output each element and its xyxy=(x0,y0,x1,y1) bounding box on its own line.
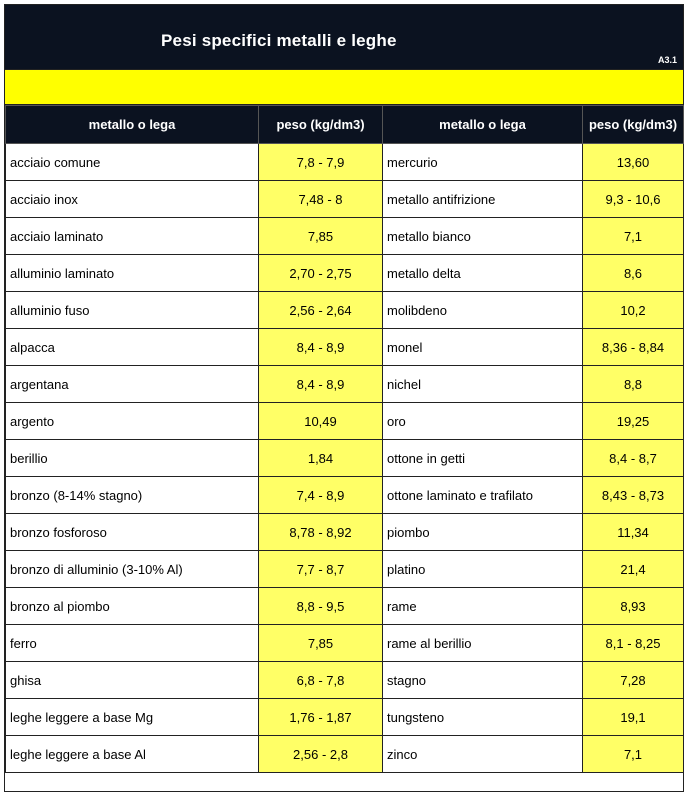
document-frame xyxy=(4,4,684,792)
table-row xyxy=(6,625,684,662)
right-weight-cell: 21,4 xyxy=(583,551,684,588)
left-metal-cell: leghe leggere a base Mg xyxy=(6,699,259,736)
right-metal-cell: rame al berillio xyxy=(383,625,583,662)
left-metal-cell: acciaio laminato xyxy=(6,218,259,255)
header-metal-right: metallo o lega xyxy=(383,106,583,144)
table-row xyxy=(6,662,684,699)
table-row xyxy=(6,144,684,181)
right-metal-cell: zinco xyxy=(383,736,583,773)
table-row xyxy=(6,440,684,477)
right-weight-cell: 13,60 xyxy=(583,144,684,181)
left-weight-cell: 2,56 - 2,8 xyxy=(259,736,383,773)
header-weight-left: peso (kg/dm3) xyxy=(259,106,383,144)
right-metal-cell: stagno xyxy=(383,662,583,699)
table-row xyxy=(6,255,684,292)
page-title: Pesi specifici metalli e leghe xyxy=(161,31,397,50)
left-metal-cell: argentana xyxy=(6,366,259,403)
table-row xyxy=(6,329,684,366)
table-header-row xyxy=(6,106,684,144)
left-metal-cell: alluminio fuso xyxy=(6,292,259,329)
right-metal-cell: ottone in getti xyxy=(383,440,583,477)
left-metal-cell: acciaio comune xyxy=(6,144,259,181)
right-metal-cell: oro xyxy=(383,403,583,440)
right-metal-cell: mercurio xyxy=(383,144,583,181)
title-bar xyxy=(5,5,683,69)
left-metal-cell: bronzo di alluminio (3-10% Al) xyxy=(6,551,259,588)
right-metal-cell: metallo bianco xyxy=(383,218,583,255)
right-metal-cell: metallo delta xyxy=(383,255,583,292)
left-weight-cell: 8,78 - 8,92 xyxy=(259,514,383,551)
right-weight-cell: 19,1 xyxy=(583,699,684,736)
right-metal-cell: monel xyxy=(383,329,583,366)
left-metal-cell: acciaio inox xyxy=(6,181,259,218)
table-row xyxy=(6,366,684,403)
left-weight-cell: 7,85 xyxy=(259,625,383,662)
left-metal-cell: alpacca xyxy=(6,329,259,366)
left-metal-cell: bronzo (8-14% stagno) xyxy=(6,477,259,514)
left-weight-cell: 1,84 xyxy=(259,440,383,477)
table-code: A3.1 xyxy=(657,55,677,65)
left-weight-cell: 7,85 xyxy=(259,218,383,255)
right-weight-cell: 8,1 - 8,25 xyxy=(583,625,684,662)
left-metal-cell: argento xyxy=(6,403,259,440)
right-metal-cell: molibdeno xyxy=(383,292,583,329)
left-metal-cell: ferro xyxy=(6,625,259,662)
right-weight-cell: 8,6 xyxy=(583,255,684,292)
right-weight-cell: 8,8 xyxy=(583,366,684,403)
left-metal-cell: alluminio laminato xyxy=(6,255,259,292)
left-metal-cell: bronzo al piombo xyxy=(6,588,259,625)
right-metal-cell: rame xyxy=(383,588,583,625)
left-metal-cell: leghe leggere a base Al xyxy=(6,736,259,773)
table-row xyxy=(6,292,684,329)
right-weight-cell: 10,2 xyxy=(583,292,684,329)
left-metal-cell: bronzo fosforoso xyxy=(6,514,259,551)
table-row xyxy=(6,736,684,773)
left-weight-cell: 2,70 - 2,75 xyxy=(259,255,383,292)
left-weight-cell: 8,4 - 8,9 xyxy=(259,329,383,366)
right-weight-cell: 19,25 xyxy=(583,403,684,440)
metal-density-table xyxy=(5,105,684,773)
table-body xyxy=(6,144,684,773)
table-row xyxy=(6,699,684,736)
right-weight-cell: 11,34 xyxy=(583,514,684,551)
left-weight-cell: 7,8 - 7,9 xyxy=(259,144,383,181)
table-row xyxy=(6,403,684,440)
left-weight-cell: 7,7 - 8,7 xyxy=(259,551,383,588)
right-metal-cell: piombo xyxy=(383,514,583,551)
right-weight-cell: 7,1 xyxy=(583,736,684,773)
left-weight-cell: 7,48 - 8 xyxy=(259,181,383,218)
right-weight-cell: 7,28 xyxy=(583,662,684,699)
table-row xyxy=(6,477,684,514)
table-row xyxy=(6,588,684,625)
left-weight-cell: 8,4 - 8,9 xyxy=(259,366,383,403)
table-row xyxy=(6,514,684,551)
left-weight-cell: 10,49 xyxy=(259,403,383,440)
right-weight-cell: 8,36 - 8,84 xyxy=(583,329,684,366)
left-metal-cell: ghisa xyxy=(6,662,259,699)
yellow-band xyxy=(5,69,683,105)
right-weight-cell: 8,43 - 8,73 xyxy=(583,477,684,514)
left-weight-cell: 8,8 - 9,5 xyxy=(259,588,383,625)
right-metal-cell: platino xyxy=(383,551,583,588)
left-weight-cell: 1,76 - 1,87 xyxy=(259,699,383,736)
header-metal-left: metallo o lega xyxy=(6,106,259,144)
left-metal-cell: berillio xyxy=(6,440,259,477)
left-weight-cell: 6,8 - 7,8 xyxy=(259,662,383,699)
right-metal-cell: nichel xyxy=(383,366,583,403)
right-weight-cell: 8,93 xyxy=(583,588,684,625)
right-metal-cell: metallo antifrizione xyxy=(383,181,583,218)
header-weight-right: peso (kg/dm3) xyxy=(583,106,684,144)
table-row xyxy=(6,551,684,588)
right-weight-cell: 7,1 xyxy=(583,218,684,255)
table-row xyxy=(6,218,684,255)
right-weight-cell: 9,3 - 10,6 xyxy=(583,181,684,218)
right-weight-cell: 8,4 - 8,7 xyxy=(583,440,684,477)
left-weight-cell: 7,4 - 8,9 xyxy=(259,477,383,514)
left-weight-cell: 2,56 - 2,64 xyxy=(259,292,383,329)
right-metal-cell: tungsteno xyxy=(383,699,583,736)
table-row xyxy=(6,181,684,218)
right-metal-cell: ottone laminato e trafilato xyxy=(383,477,583,514)
